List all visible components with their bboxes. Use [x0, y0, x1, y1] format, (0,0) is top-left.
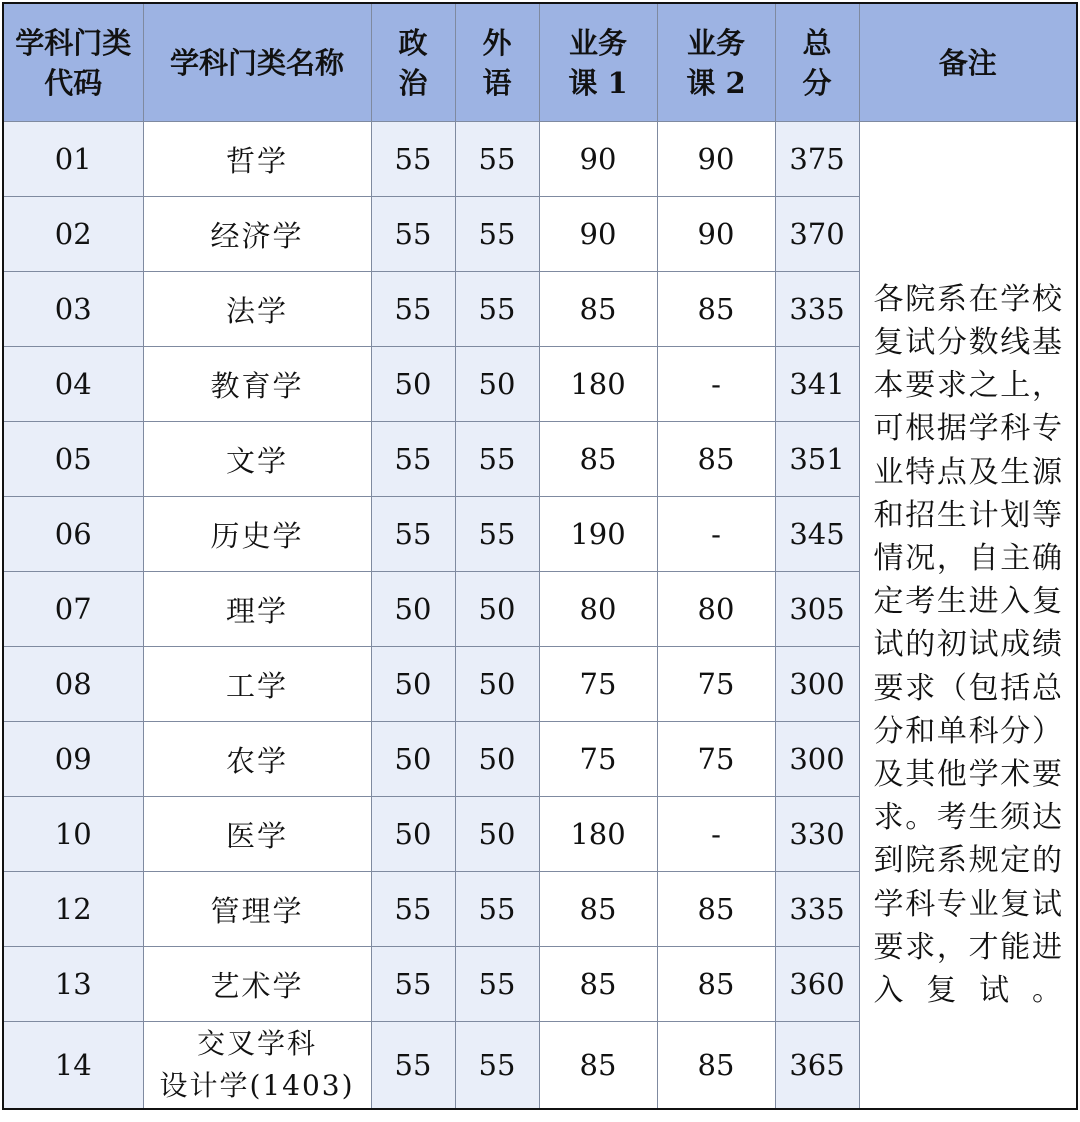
table-row — [3, 122, 1077, 197]
cell-name: 法学 — [143, 272, 371, 347]
cell-code: 06 — [3, 497, 143, 572]
note-text: 各院系在学校复试分数线基本要求之上，可根据学科专业特点及生源和招生计划等情况，自主确定考生进入复试的初试成绩要求（包括总分和单科分）及其他学术要求。考生须达到院系规定的学科专业复试要求，才能进入复试。 — [873, 281, 1062, 1009]
cell-bus2: 85 — [657, 872, 775, 947]
cell-politics: 55 — [371, 197, 455, 272]
cell-code: 10 — [3, 797, 143, 872]
cell-foreign: 55 — [455, 1022, 539, 1110]
cell-code: 04 — [3, 347, 143, 422]
cell-total: 341 — [775, 347, 859, 422]
header-bus1-line1: 业务 — [568, 25, 627, 60]
cell-bus1: 90 — [539, 122, 657, 197]
cell-code: 05 — [3, 422, 143, 497]
header-row — [3, 3, 1077, 122]
cell-bus1: 75 — [539, 647, 657, 722]
header-code-line1: 学科门类 — [15, 25, 132, 60]
cell-foreign: 55 — [455, 122, 539, 197]
header-foreign — [455, 3, 539, 122]
cell-bus2: - — [657, 347, 775, 422]
cell-code: 08 — [3, 647, 143, 722]
cell-politics: 55 — [371, 272, 455, 347]
cell-total: 305 — [775, 572, 859, 647]
cell-name: 农学 — [143, 722, 371, 797]
cell-bus2: - — [657, 797, 775, 872]
cell-total: 365 — [775, 1022, 859, 1110]
cell-bus1: 85 — [539, 272, 657, 347]
cell-politics: 55 — [371, 422, 455, 497]
cell-name: 历史学 — [143, 497, 371, 572]
cell-total: 360 — [775, 947, 859, 1022]
header-politics-line2: 治 — [398, 65, 428, 100]
header-politics-line1: 政 — [398, 25, 428, 60]
header-foreign-line1: 外 — [482, 25, 512, 60]
cell-foreign: 50 — [455, 572, 539, 647]
cell-name-line: 设计学(1403) — [159, 1069, 355, 1102]
header-note: 备注 — [859, 3, 1077, 122]
cell-politics: 50 — [371, 347, 455, 422]
cell-name — [143, 1022, 371, 1110]
cell-total: 300 — [775, 722, 859, 797]
cell-politics: 50 — [371, 797, 455, 872]
cell-bus1: 75 — [539, 722, 657, 797]
header-total-line2: 分 — [802, 65, 832, 100]
cell-politics: 50 — [371, 572, 455, 647]
cell-bus1: 180 — [539, 797, 657, 872]
cell-bus2: 85 — [657, 422, 775, 497]
cell-politics: 55 — [371, 497, 455, 572]
cell-name: 哲学 — [143, 122, 371, 197]
cell-total: 375 — [775, 122, 859, 197]
score-table — [2, 2, 1078, 1110]
cell-foreign: 50 — [455, 722, 539, 797]
cell-bus1: 85 — [539, 947, 657, 1022]
cell-foreign: 50 — [455, 647, 539, 722]
header-name: 学科门类名称 — [143, 3, 371, 122]
cell-name: 工学 — [143, 647, 371, 722]
cell-total: 351 — [775, 422, 859, 497]
cell-bus2: 80 — [657, 572, 775, 647]
cell-politics: 50 — [371, 647, 455, 722]
cell-total: 335 — [775, 272, 859, 347]
header-bus2-line1: 业务 — [686, 25, 745, 60]
cell-bus2: - — [657, 497, 775, 572]
header-politics — [371, 3, 455, 122]
cell-foreign: 50 — [455, 797, 539, 872]
cell-code: 03 — [3, 272, 143, 347]
header-bus2-line2: 课 2 — [686, 65, 746, 100]
header-bus1 — [539, 3, 657, 122]
cell-bus2: 85 — [657, 947, 775, 1022]
header-bus1-line2: 课 1 — [568, 65, 628, 100]
cell-bus1: 85 — [539, 422, 657, 497]
cell-bus1: 85 — [539, 1022, 657, 1110]
cell-politics: 55 — [371, 122, 455, 197]
cell-total: 330 — [775, 797, 859, 872]
cell-politics: 55 — [371, 947, 455, 1022]
cell-name: 经济学 — [143, 197, 371, 272]
header-total — [775, 3, 859, 122]
cell-code: 02 — [3, 197, 143, 272]
cell-bus1: 85 — [539, 872, 657, 947]
cell-foreign: 55 — [455, 947, 539, 1022]
cell-total: 345 — [775, 497, 859, 572]
cell-total: 300 — [775, 647, 859, 722]
header-total-line1: 总 — [802, 25, 832, 60]
cell-bus1: 80 — [539, 572, 657, 647]
cell-foreign: 55 — [455, 497, 539, 572]
cell-politics: 50 — [371, 722, 455, 797]
cell-bus2: 85 — [657, 1022, 775, 1110]
cell-bus2: 90 — [657, 122, 775, 197]
cell-name-line: 交叉学科 — [196, 1027, 317, 1060]
cell-name: 文学 — [143, 422, 371, 497]
cell-foreign: 55 — [455, 197, 539, 272]
cell-bus2: 75 — [657, 647, 775, 722]
header-code — [3, 3, 143, 122]
note-cell — [859, 122, 1077, 1110]
cell-code: 09 — [3, 722, 143, 797]
cell-foreign: 55 — [455, 422, 539, 497]
cell-politics: 55 — [371, 872, 455, 947]
cell-foreign: 55 — [455, 872, 539, 947]
cell-bus1: 190 — [539, 497, 657, 572]
cell-foreign: 50 — [455, 347, 539, 422]
cell-name: 艺术学 — [143, 947, 371, 1022]
cell-code: 01 — [3, 122, 143, 197]
cell-code: 07 — [3, 572, 143, 647]
header-foreign-line2: 语 — [482, 65, 512, 100]
cell-name: 教育学 — [143, 347, 371, 422]
cell-code: 14 — [3, 1022, 143, 1110]
cell-code: 13 — [3, 947, 143, 1022]
header-code-line2: 代码 — [44, 65, 103, 100]
cell-politics: 55 — [371, 1022, 455, 1110]
cell-code: 12 — [3, 872, 143, 947]
cell-bus1: 180 — [539, 347, 657, 422]
cell-bus1: 90 — [539, 197, 657, 272]
cell-bus2: 75 — [657, 722, 775, 797]
cell-bus2: 90 — [657, 197, 775, 272]
cell-name: 理学 — [143, 572, 371, 647]
header-bus2 — [657, 3, 775, 122]
cell-bus2: 85 — [657, 272, 775, 347]
cell-total: 335 — [775, 872, 859, 947]
cell-name: 医学 — [143, 797, 371, 872]
cell-name: 管理学 — [143, 872, 371, 947]
cell-total: 370 — [775, 197, 859, 272]
cell-foreign: 55 — [455, 272, 539, 347]
